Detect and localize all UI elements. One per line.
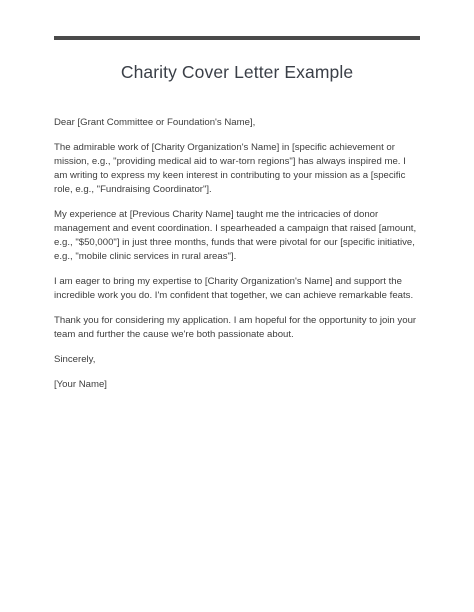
closing: Sincerely,: [54, 354, 96, 365]
paragraph-1: The admirable work of [Charity Organization's Name] in [specific achievement or mission, e.g., "providing medical aid to war-torn regions"] has always inspired me. I am writing to express my keen interest in contributing to your mission as a [specific role, e.g., "Fundraising Coordinator"].: [54, 142, 406, 195]
paragraph-3: I am eager to bring my expertise to [Charity Organization's Name] and support the incredible work you do. I'm confident that together, we can achieve remarkable feats.: [54, 276, 414, 301]
page-title: Charity Cover Letter Example: [120, 62, 354, 82]
header-rule: [54, 36, 420, 40]
letter-body: [54, 116, 420, 403]
salutation: Dear [Grant Committee or Foundation's Name],: [54, 117, 256, 128]
paragraph-2: My experience at [Previous Charity Name] taught me the intricacies of donor management and event coordination. I spearheaded a campaign that raised [amount, e.g., "$50,000"] in just three months, funds that were pivotal for our [specific initiative, e.g., "mobile clinic services in rural areas"].: [54, 209, 417, 262]
signature: [Your Name]: [54, 379, 107, 390]
paragraph-4: Thank you for considering my application. I am hopeful for the opportunity to join your team and further the cause we're both passionate about.: [54, 315, 417, 340]
